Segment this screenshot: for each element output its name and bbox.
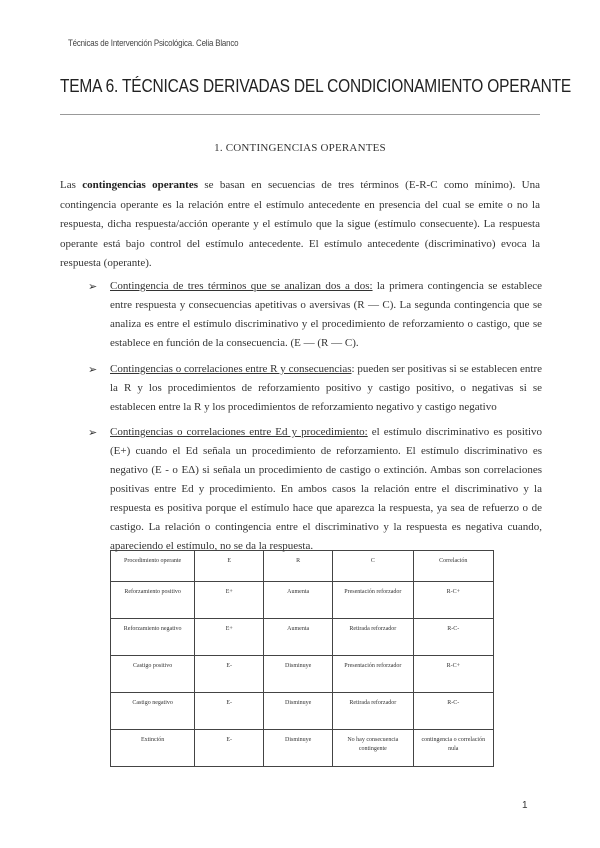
table-header-cell: Procedimiento operante bbox=[111, 551, 195, 582]
section-number: 1. bbox=[214, 142, 223, 154]
section-heading bbox=[0, 142, 600, 154]
bullet-item bbox=[88, 360, 542, 417]
bullet-text: : pueden ser positivas si se establecen entre la R y los procedimientos de reforzamiento positivo y castigo positivo, o negativas si se establecen entre la R y los procedimientos de reforzamiento negativo y castigo negativo bbox=[110, 363, 542, 413]
intro-text: se basan en secuencias de tres términos (E-R-C como mínimo). Una contingencia operante es la relación entre el estímulo antecedente en presencia del cual se emite o no la respuesta, dicha respuesta/acción operante y el estímulo que la sigue (estímulo consecuente). La respuesta operante está bajo control del estímulo antecedente. El estímulo antecedente (discriminativo) evoca la respuesta (operante). bbox=[60, 179, 541, 269]
page-number: 1 bbox=[522, 800, 528, 811]
running-header: Técnicas de Intervención Psicológica. Celia Blanco bbox=[68, 38, 239, 48]
table-header-cell: E bbox=[195, 551, 264, 582]
page-title: TEMA 6. TÉCNICAS DERIVADAS DEL CONDICIONAMIENTO OPERANTE bbox=[60, 76, 572, 96]
table-cell: Disminuye bbox=[264, 693, 333, 730]
table-cell: E- bbox=[195, 656, 264, 693]
table-cell: Castigo negativo bbox=[111, 693, 195, 730]
table-cell: R-C+ bbox=[413, 656, 493, 693]
table-cell: Disminuye bbox=[264, 730, 333, 767]
bullet-text: la primera contingencia se establece entre respuesta y consecuencias apetitivas o aversivas (R — C). La segunda contingencia que se analiza es entre el estímulo discriminativo y el procedimiento de reforzamiento o castigo, que se establece en función de la consecuencia. (E — (R — C). bbox=[110, 280, 542, 349]
table-cell: Reforzamiento negativo bbox=[111, 619, 195, 656]
table-cell: R-C+ bbox=[413, 582, 493, 619]
table-cell: E- bbox=[195, 730, 264, 767]
table-row bbox=[111, 582, 494, 619]
bullet-item bbox=[88, 277, 542, 353]
table-cell: Disminuye bbox=[264, 656, 333, 693]
section-title: CONTINGENCIAS OPERANTES bbox=[225, 142, 386, 154]
table-cell: Presentación reforzador bbox=[333, 656, 413, 693]
title-divider bbox=[60, 114, 540, 115]
table-cell: E- bbox=[195, 693, 264, 730]
intro-paragraph bbox=[60, 176, 540, 274]
table-header-cell: Correlación bbox=[413, 551, 493, 582]
table-cell: R-C- bbox=[413, 693, 493, 730]
intro-lead: Las bbox=[60, 179, 76, 191]
table-cell: Aumenta bbox=[264, 582, 333, 619]
arrow-bullet-icon: ➢ bbox=[88, 363, 98, 376]
table-cell: E+ bbox=[195, 619, 264, 656]
intro-bold-term: contingencias operantes bbox=[82, 179, 198, 191]
bullet-text: el estímulo discriminativo es positivo (E+) cuando el Ed señala un procedimiento de reforzamiento. El estímulo discriminativo es negativo (E - o EΔ) si señala un procedimiento de castigo o extinción. Ambas son correlaciones positivas entre Ed y procedimiento. En ambos casos la relación entre el discriminativo y la respuesta es positiva porque el estímulo hace que aparezca la respuesta, ya sea de refuerzo o de castigo. La relación o contingencia entre el discriminativo y la respuesta es negativa cuando, apareciendo el estímulo, no se da la respuesta. bbox=[110, 426, 543, 552]
table-cell: E+ bbox=[195, 582, 264, 619]
table-row bbox=[111, 730, 494, 767]
bullet-term: Contingencias o correlaciones entre R y consecuencias bbox=[110, 363, 352, 375]
table-cell: Retirada reforzador bbox=[333, 619, 413, 656]
table-row bbox=[111, 656, 494, 693]
bullet-item bbox=[88, 423, 543, 556]
table-cell: contingencia o correlación nula bbox=[413, 730, 493, 767]
table-cell: Castigo positivo bbox=[111, 656, 195, 693]
procedures-table bbox=[110, 550, 494, 767]
table-cell: Aumenta bbox=[264, 619, 333, 656]
table-cell: Extinción bbox=[111, 730, 195, 767]
table-cell: No hay consecuencia contingente bbox=[333, 730, 413, 767]
arrow-bullet-icon: ➢ bbox=[88, 280, 98, 293]
table-cell: Presentación reforzador bbox=[333, 582, 413, 619]
table-row bbox=[111, 693, 494, 730]
table-header-cell: C bbox=[333, 551, 413, 582]
table-cell: Reforzamiento positivo bbox=[111, 582, 195, 619]
table-cell: R-C- bbox=[413, 619, 493, 656]
table-header-row bbox=[111, 551, 494, 582]
bullet-term: Contingencias o correlaciones entre Ed y procedimiento: bbox=[110, 426, 368, 438]
table-row bbox=[111, 619, 494, 656]
table-header-cell: R bbox=[264, 551, 333, 582]
arrow-bullet-icon: ➢ bbox=[88, 426, 98, 439]
bullet-term: Contingencia de tres términos que se analizan dos a dos: bbox=[110, 280, 373, 292]
table-cell: Retirada reforzador bbox=[333, 693, 413, 730]
